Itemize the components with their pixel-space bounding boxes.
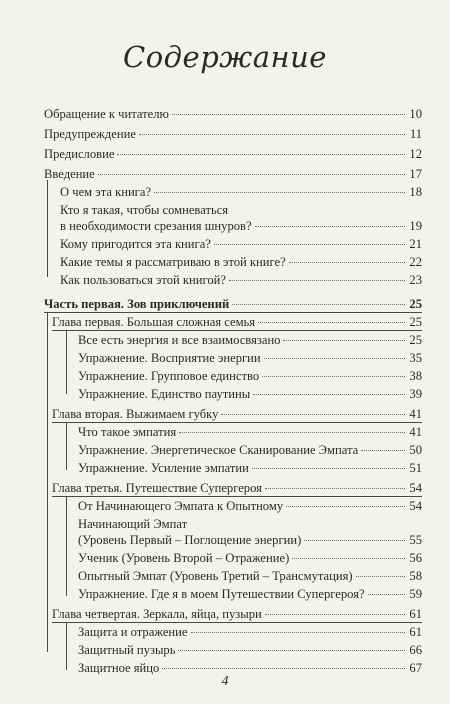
toc-entry: [78, 498, 422, 514]
leader-dots: [229, 280, 405, 281]
chapter-rule: [52, 496, 422, 497]
toc-entry-label: Часть первая. Зов приключений: [44, 297, 230, 311]
toc-entry-label: Глава вторая. Выжимаем губку: [52, 407, 219, 421]
toc-entry: [44, 106, 422, 122]
toc-entry: [44, 166, 422, 182]
chapter-rule: [52, 622, 422, 623]
leader-dots: [139, 134, 405, 135]
toc-entry-page: 61: [409, 607, 422, 621]
leader-dots: [265, 488, 405, 489]
toc-entry-page: 35: [409, 351, 422, 365]
leader-dots: [286, 506, 405, 507]
toc-entry-page: 19: [409, 219, 422, 233]
toc-entry-page: 10: [409, 107, 422, 121]
toc-entry: [78, 550, 422, 566]
toc-entry-page: 39: [409, 387, 422, 401]
toc-entry-page: 50: [409, 443, 422, 457]
toc-entry: [78, 516, 422, 548]
toc-entry-label: Упражнение. Где я в моем Путешествии Супергероя?: [78, 587, 365, 601]
toc-entry-page: 25: [409, 297, 422, 311]
toc-entry-label: Ученик (Уровень Второй – Отражение): [78, 551, 290, 565]
toc-chapter-entry: [52, 606, 422, 622]
leader-dots: [255, 226, 405, 227]
toc-entry-label: Предисловие: [44, 147, 115, 161]
toc-entry: [44, 126, 422, 142]
leader-dots: [191, 632, 406, 633]
toc-entry-page: 25: [409, 315, 422, 329]
toc-entry-label-line1: Начинающий Эмпат: [78, 517, 188, 531]
leader-dots: [214, 244, 405, 245]
leader-dots: [264, 358, 405, 359]
toc-entry-label: Упражнение. Усиление эмпатии: [78, 461, 249, 475]
toc-entry-label: Введение: [44, 167, 95, 181]
tree-line: [66, 422, 67, 470]
toc-entry-page: 59: [409, 587, 422, 601]
leader-dots: [283, 340, 405, 341]
toc-entry-page: 67: [409, 661, 422, 675]
leader-dots: [162, 668, 405, 669]
toc-entry: [78, 586, 422, 602]
part-rule: [44, 312, 422, 313]
toc-entry-label: Упражнение. Групповое единство: [78, 369, 260, 383]
toc-entry-label-line1: Кто я такая, чтобы сомневаться: [60, 203, 229, 217]
toc-entry-label: Защита и отражение: [78, 625, 188, 639]
toc-entry-label: (Уровень Первый – Поглощение энергии): [78, 533, 302, 547]
toc-entry-label: Упражнение. Единство паутины: [78, 387, 251, 401]
toc-entry-label: Защитный пузырь: [78, 643, 176, 657]
toc-entry-page: 22: [409, 255, 422, 269]
toc-entry-page: 12: [409, 147, 422, 161]
toc-chapter-entry: [52, 480, 422, 496]
toc-entry-page: 55: [409, 533, 422, 547]
leader-dots: [154, 192, 405, 193]
toc-entry-label: Что такое эмпатия: [78, 425, 177, 439]
tree-line: [47, 180, 48, 277]
toc-entry-page: 38: [409, 369, 422, 383]
toc-entry-page: 54: [409, 481, 422, 495]
leader-dots: [221, 414, 405, 415]
toc-entry: [60, 236, 422, 252]
leader-dots: [117, 154, 405, 155]
toc-entry: [60, 254, 422, 270]
page-title: Содержание: [123, 40, 327, 74]
tree-line: [66, 330, 67, 394]
page-number: 4: [221, 674, 229, 689]
toc-chapter-entry: [52, 314, 422, 330]
toc-entry-label: Глава четвертая. Зеркала, яйца, пузыри: [52, 607, 262, 621]
leader-dots: [98, 174, 405, 175]
toc-entry: [78, 368, 422, 384]
toc-entry-page: 21: [409, 237, 422, 251]
toc-entry-page: 17: [409, 167, 422, 181]
toc-entry-label: Как пользоваться этой книгой?: [60, 273, 227, 287]
leader-dots: [178, 650, 405, 651]
toc-entry-label: в необходимости срезания шнуров?: [60, 219, 252, 233]
leader-dots: [252, 468, 405, 469]
toc-entry-label: От Начинающего Эмпата к Опытному: [78, 499, 284, 513]
toc-entry: [78, 332, 422, 348]
toc-entry: [78, 642, 422, 658]
leader-dots: [265, 614, 405, 615]
toc-entry: [78, 386, 422, 402]
toc-entry: [78, 568, 422, 584]
toc-entry-page: 61: [409, 625, 422, 639]
leader-dots: [232, 304, 405, 305]
toc-entry-label: Предупреждение: [44, 127, 136, 141]
toc-entry-label: Какие темы я рассматриваю в этой книге?: [60, 255, 286, 269]
toc-entry-page: 41: [409, 407, 422, 421]
toc-entry-page: 54: [409, 499, 422, 513]
toc-entry-label: Защитное яйцо: [78, 661, 160, 675]
leader-dots: [368, 594, 405, 595]
toc-chapter-entry: [52, 406, 422, 422]
toc-entry-label: Глава первая. Большая сложная семья: [52, 315, 256, 329]
toc-entry-page: 51: [409, 461, 422, 475]
toc-entry-label: Обращение к читателю: [44, 107, 169, 121]
leader-dots: [361, 450, 405, 451]
leader-dots: [172, 114, 405, 115]
leader-dots: [179, 432, 405, 433]
toc-entry: [78, 424, 422, 440]
tree-line: [66, 622, 67, 670]
leader-dots: [304, 540, 405, 541]
toc-entry: [78, 350, 422, 366]
chapter-rule: [52, 422, 422, 423]
toc-entry-page: 56: [409, 551, 422, 565]
toc-entry: [78, 624, 422, 640]
chapter-rule: [52, 330, 422, 331]
tree-line: [66, 496, 67, 596]
leader-dots: [262, 376, 405, 377]
toc-entry-page: 11: [409, 127, 422, 141]
toc-entry-page: 58: [409, 569, 422, 583]
toc-entry: [44, 146, 422, 162]
toc-entry-label: Все есть энергия и все взаимосвязано: [78, 333, 281, 347]
toc-entry: [60, 202, 422, 234]
leader-dots: [253, 394, 405, 395]
toc-part-entry: [44, 296, 422, 312]
toc-entry-label: Опытный Эмпат (Уровень Третий – Трансмутация): [78, 569, 353, 583]
toc-entry-page: 25: [409, 333, 422, 347]
toc-entry-label: Упражнение. Энергетическое Сканирование Эмпата: [78, 443, 359, 457]
toc-entry-label: Упражнение. Восприятие энергии: [78, 351, 261, 365]
toc-entry-label: О чем эта книга?: [60, 185, 152, 199]
toc-entry-page: 41: [409, 425, 422, 439]
toc-entry: [78, 460, 422, 476]
leader-dots: [289, 262, 405, 263]
leader-dots: [258, 322, 405, 323]
tree-line: [47, 312, 48, 652]
toc-entry: [60, 184, 422, 200]
leader-dots: [292, 558, 405, 559]
toc-entry-page: 18: [409, 185, 422, 199]
leader-dots: [356, 576, 405, 577]
toc-entry-page: 66: [409, 643, 422, 657]
toc-entry: [60, 272, 422, 288]
toc-entry-label: Глава третья. Путешествие Супергероя: [52, 481, 262, 495]
toc-entry: [78, 442, 422, 458]
toc-entry-page: 23: [409, 273, 422, 287]
toc-entry-label: Кому пригодится эта книга?: [60, 237, 211, 251]
